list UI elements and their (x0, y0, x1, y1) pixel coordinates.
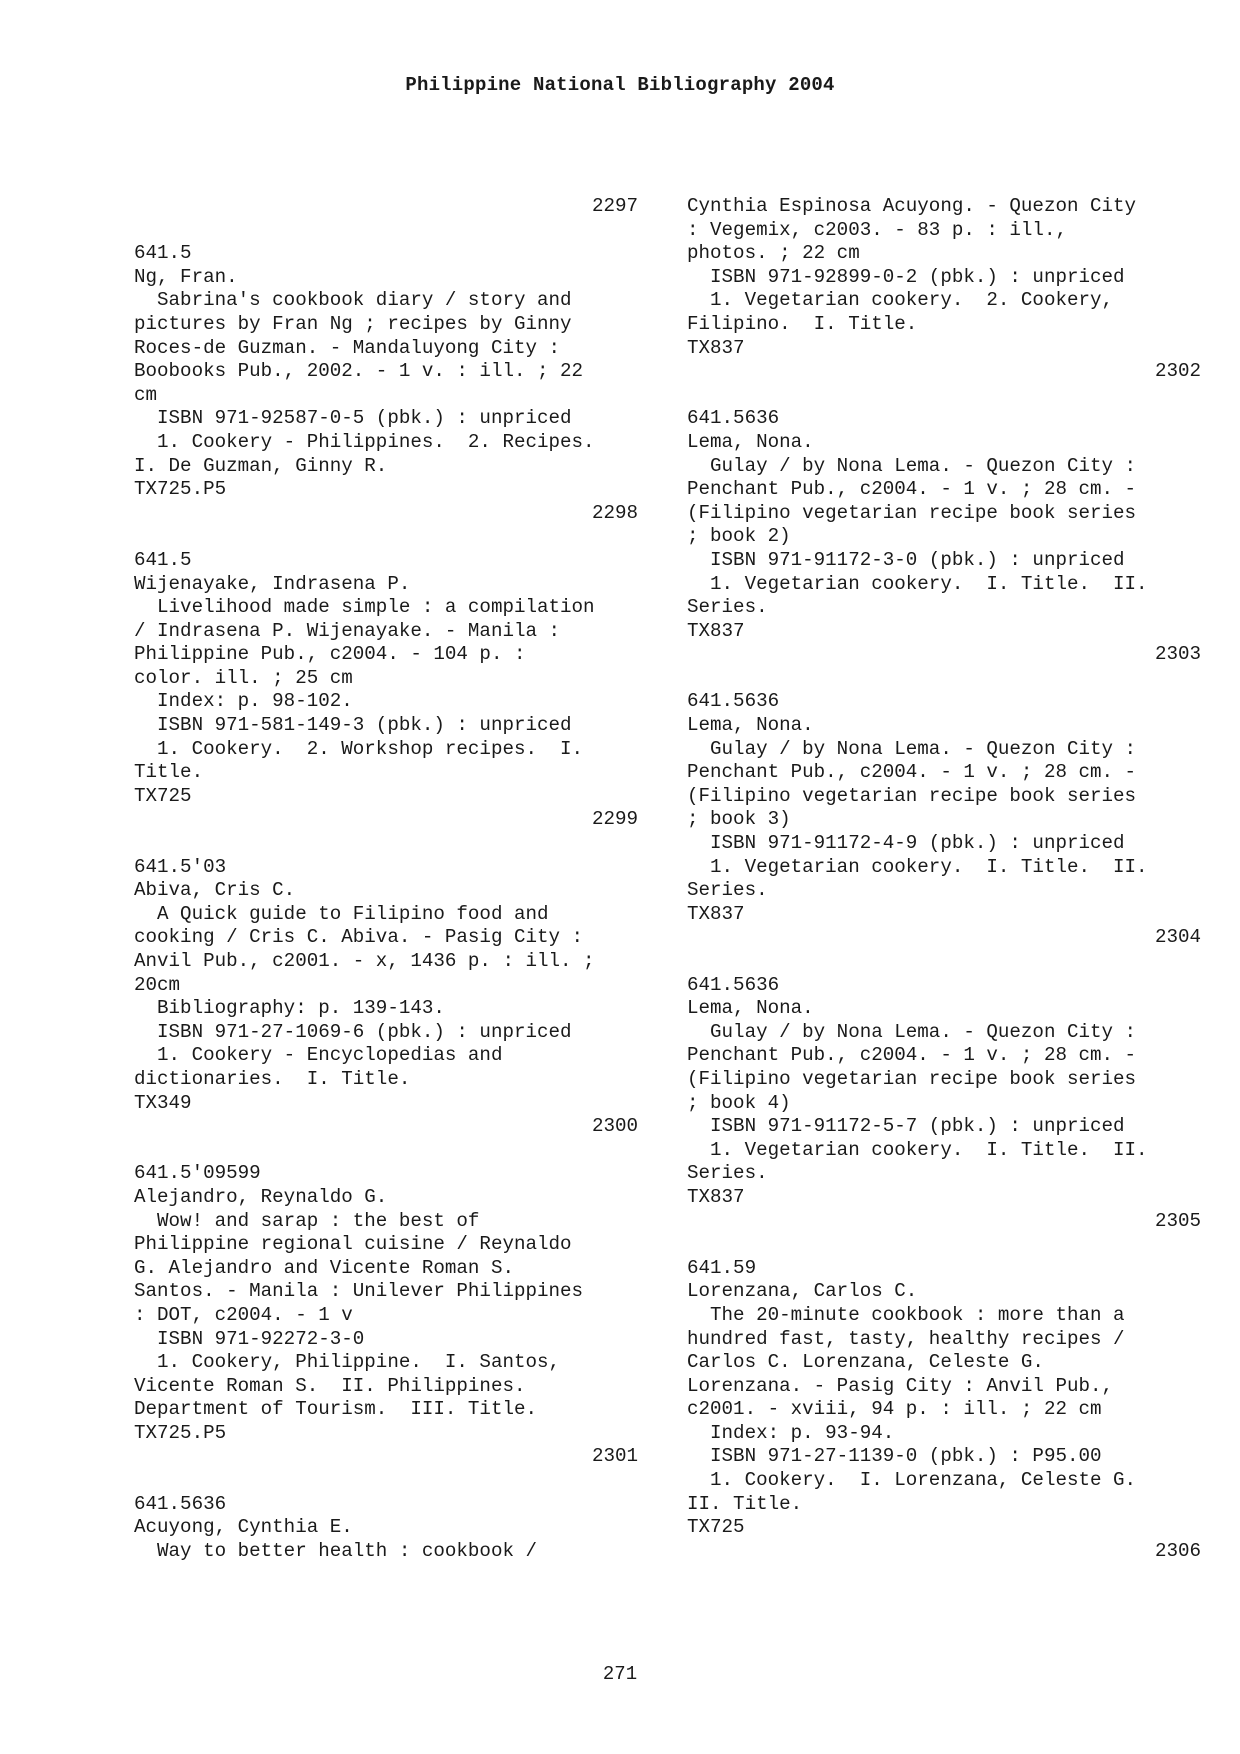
entry-line: Lema, Nona. (687, 997, 814, 1020)
entry-line: Series. (687, 879, 768, 902)
entry-line: 641.5636 (687, 690, 780, 713)
entry-line: ; book 3) (687, 808, 791, 831)
entry-line: 20cm (134, 973, 181, 996)
entry-line: 1. Vegetarian cookery. I. Title. II. (687, 1138, 1148, 1161)
entry-line: color. ill. ; 25 cm (134, 666, 353, 689)
entry-line: cooking / Cris C. Abiva. - Pasig City : (134, 926, 584, 949)
entry-line: 1. Cookery. 2. Workshop recipes. I. (134, 737, 584, 760)
entry-line: Livelihood made simple : a compilation (134, 596, 595, 619)
entry-line: G. Alejandro and Vicente Roman S. (134, 1256, 514, 1279)
entry-number: 2299 (591, 808, 638, 831)
entry-line: 641.5636 (134, 1492, 227, 1515)
entry-number: 2297 (591, 195, 638, 217)
entry-line: ISBN 971-91172-3-0 (pbk.) : unpriced (687, 548, 1125, 571)
entry-line: Sabrina's cookbook diary / story and (134, 289, 572, 312)
entry-line: (Filipino vegetarian recipe book series (687, 784, 1137, 807)
entry-line: II. Title. (687, 1492, 803, 1515)
entry-line: / Indrasena P. Wijenayake. - Manila : (134, 619, 561, 642)
entry-line: 641.5 (134, 548, 192, 571)
entry-line: cm (134, 383, 158, 406)
entry-line (134, 1139, 654, 1163)
right-column (687, 195, 1207, 1563)
entry-line: TX837 (687, 336, 745, 359)
entry-line: Acuyong, Cynthia E. (134, 1516, 353, 1539)
entry-line: : Vegemix, c2003. - 83 p. : ill., (687, 218, 1067, 241)
entry-line: 1. Cookery, Philippine. I. Santos, (134, 1351, 561, 1374)
page-title: Philippine National Bibliography 2004 (405, 74, 835, 96)
entry-line: 641.5636 (687, 973, 780, 996)
entry-line: A Quick guide to Filipino food and (134, 902, 549, 925)
entry-line: 1. Cookery. I. Lorenzana, Celeste G. (687, 1469, 1137, 1492)
entry-number: 2298 (591, 501, 638, 524)
entry-line: 641.5'03 (134, 855, 227, 878)
left-column (134, 195, 654, 1563)
entry-line: TX837 (687, 1185, 745, 1208)
entry-line: 1. Cookery - Encyclopedias and (134, 1044, 503, 1067)
entry-line: Lema, Nona. (687, 430, 814, 453)
entry-line: Wijenayake, Indrasena P. (134, 572, 411, 595)
entry-line: 641.5636 (687, 407, 780, 430)
entry-line (134, 219, 654, 243)
entry-line: ISBN 971-91172-4-9 (pbk.) : unpriced (687, 832, 1125, 855)
entry-line: I. De Guzman, Ginny R. (134, 454, 388, 477)
entry-line (687, 667, 1207, 691)
entry-line (134, 525, 654, 549)
entry-number: 2306 (1154, 1539, 1201, 1562)
entry-number: 2301 (591, 1445, 638, 1468)
entry-line: ; book 2) (687, 525, 791, 548)
entry-line: TX725.P5 (134, 1421, 227, 1444)
entry-line: Index: p. 93-94. (687, 1421, 895, 1444)
entry-line: Alejandro, Reynaldo G. (134, 1185, 388, 1208)
entry-line: Wow! and sarap : the best of (134, 1209, 480, 1232)
entry-line: pictures by Fran Ng ; recipes by Ginny (134, 312, 572, 335)
entry-line: Penchant Pub., c2004. - 1 v. ; 28 cm. - (687, 761, 1137, 784)
entry-line: Penchant Pub., c2004. - 1 v. ; 28 cm. - (687, 478, 1137, 501)
entry-line: Carlos C. Lorenzana, Celeste G. (687, 1351, 1044, 1374)
entry-line: 641.5'09599 (134, 1162, 261, 1185)
entry-line: 641.5 (134, 242, 192, 265)
entry-line: 641.59 (687, 1256, 757, 1279)
entry-line: Anvil Pub., c2001. - x, 1436 p. : ill. ; (134, 950, 595, 972)
entry-line: TX725.P5 (134, 478, 227, 501)
entry-line: Philippine regional cuisine / Reynaldo (134, 1233, 572, 1256)
entry-line (134, 1469, 654, 1493)
entry-line: TX837 (687, 619, 745, 642)
entry-number: 2305 (1154, 1209, 1201, 1232)
entry-line: Philippine Pub., c2004. - 104 p. : (134, 643, 526, 666)
entry-line: Bibliography: p. 139-143. (134, 997, 445, 1020)
entry-line: photos. ; 22 cm (687, 242, 860, 265)
entry-line: 1. Vegetarian cookery. I. Title. II. (687, 855, 1148, 878)
entry-line: ISBN 971-27-1139-0 (pbk.) : P95.00 (687, 1445, 1102, 1468)
entry-line: hundred fast, tasty, healthy recipes / (687, 1327, 1125, 1350)
entry-line: Boobooks Pub., 2002. - 1 v. : ill. ; 22 (134, 360, 584, 383)
entry-line (134, 832, 654, 856)
entry-line: Index: p. 98-102. (134, 690, 353, 713)
entry-line: ISBN 971-27-1069-6 (pbk.) : unpriced (134, 1020, 572, 1043)
entry-line: dictionaries. I. Title. (134, 1067, 411, 1090)
entry-line: Ng, Fran. (134, 265, 238, 288)
entry-line: The 20-minute cookbook : more than a (687, 1303, 1125, 1326)
entry-line: : DOT, c2004. - 1 v (134, 1303, 353, 1326)
entry-line: ISBN 971-92899-0-2 (pbk.) : unpriced (687, 265, 1125, 288)
entry-line: Gulay / by Nona Lema. - Quezon City : (687, 737, 1137, 760)
entry-line: (Filipino vegetarian recipe book series (687, 501, 1137, 524)
entry-line (687, 950, 1207, 974)
entry-line (687, 1233, 1207, 1257)
entry-line: Filipino. I. Title. (687, 312, 918, 335)
entry-number: 2302 (1154, 360, 1201, 383)
entry-line: c2001. - xviii, 94 p. : ill. ; 22 cm (687, 1398, 1102, 1421)
entry-line: 1. Vegetarian cookery. I. Title. II. (687, 572, 1148, 595)
entry-line: Roces-de Guzman. - Mandaluyong City : (134, 336, 561, 359)
entry-line: Series. (687, 1162, 768, 1185)
entry-line: TX837 (687, 902, 745, 925)
entry-line: TX725 (687, 1516, 745, 1539)
entry-line: Santos. - Manila : Unilever Philippines (134, 1280, 584, 1303)
entry-line: Department of Tourism. III. Title. (134, 1398, 538, 1421)
entry-line: TX725 (134, 784, 192, 807)
entry-number: 2304 (1154, 926, 1201, 949)
entry-line: Gulay / by Nona Lema. - Quezon City : (687, 1020, 1137, 1043)
entry-line: TX349 (134, 1091, 192, 1114)
entry-line (687, 384, 1207, 408)
entry-line: ; book 4) (687, 1091, 791, 1114)
entry-line: Penchant Pub., c2004. - 1 v. ; 28 cm. - (687, 1044, 1137, 1067)
entry-line: ISBN 971-92587-0-5 (pbk.) : unpriced (134, 407, 572, 430)
entry-line: 1. Cookery - Philippines. 2. Recipes. (134, 430, 595, 453)
entry-line: ISBN 971-91172-5-7 (pbk.) : unpriced (687, 1115, 1125, 1138)
entry-line: 1. Vegetarian cookery. 2. Cookery, (687, 289, 1114, 312)
entry-line: Gulay / by Nona Lema. - Quezon City : (687, 454, 1137, 477)
entry-line: Lema, Nona. (687, 714, 814, 737)
page-number: 271 (602, 1663, 638, 1685)
entry-number: 2300 (591, 1115, 638, 1138)
entry-line: Lorenzana, Carlos C. (687, 1280, 918, 1303)
entry-line: ISBN 971-581-149-3 (pbk.) : unpriced (134, 714, 572, 737)
entry-line: Series. (687, 596, 768, 619)
entry-line: Title. (134, 761, 204, 784)
entry-line: Abiva, Cris C. (134, 879, 296, 902)
entry-line: Lorenzana. - Pasig City : Anvil Pub., (687, 1374, 1114, 1397)
entry-line: Cynthia Espinosa Acuyong. - Quezon City (687, 195, 1137, 217)
entry-line: Way to better health : cookbook / (134, 1539, 538, 1562)
entry-line: (Filipino vegetarian recipe book series (687, 1067, 1137, 1090)
entry-line: ISBN 971-92272-3-0 (134, 1327, 365, 1350)
entry-number: 2303 (1154, 643, 1201, 666)
entry-line: Vicente Roman S. II. Philippines. (134, 1374, 526, 1397)
